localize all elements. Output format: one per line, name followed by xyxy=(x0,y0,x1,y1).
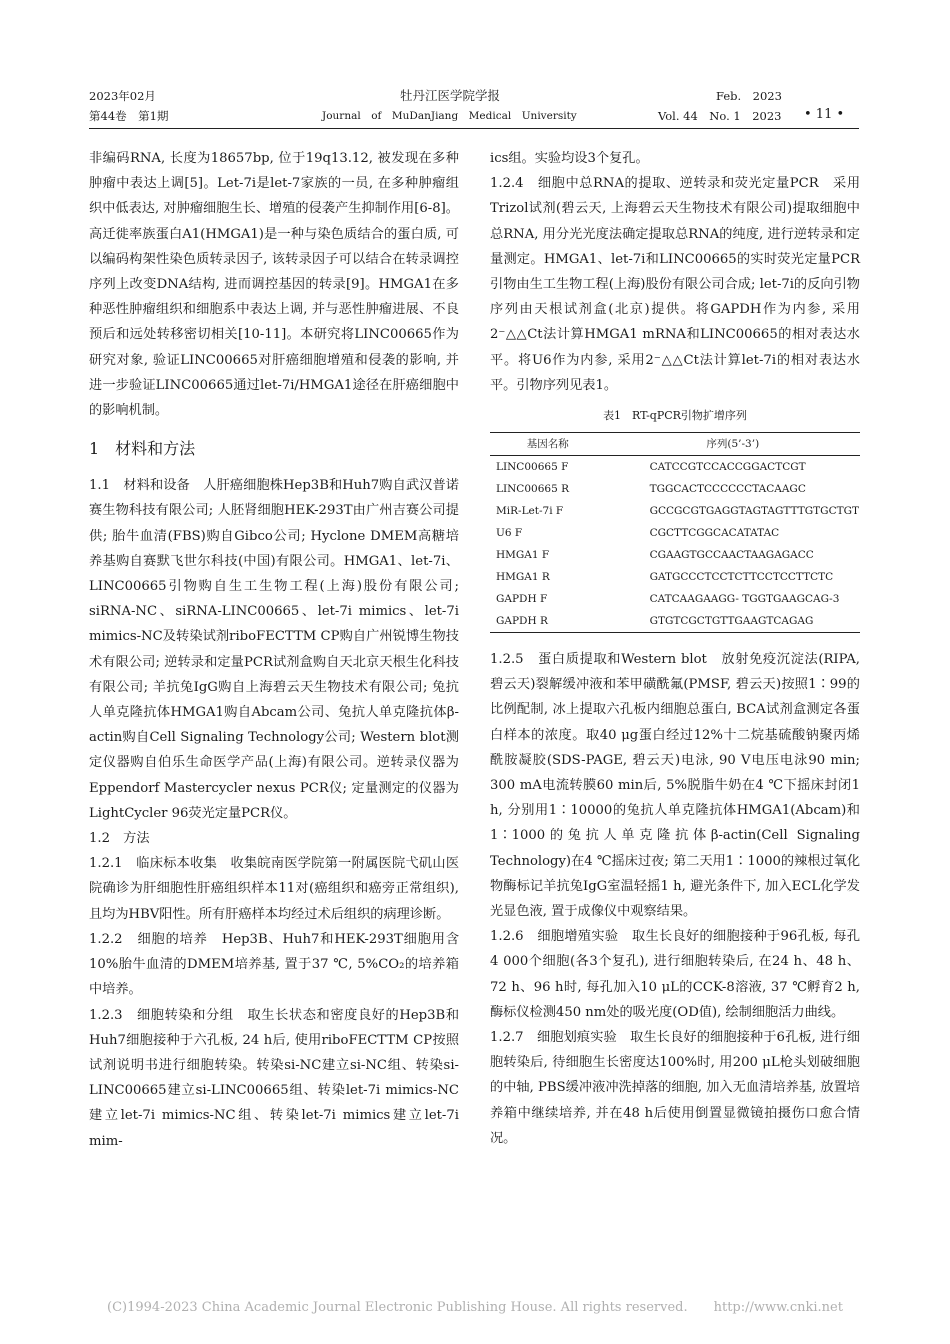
section-1-1-body: 人肝癌细胞株Hep3B和Huh7购自武汉普诺赛生物科技有限公司; 人胚肾细胞HEK-293T由广州吉赛公司提供; 胎牛血清(FBS)购自Gibco公司; Hyclone DMEM高糖培养基购自赛默飞世尔科技(中国)有限公司。HMGA1、let-7i、LINC00665引物购自生工生物工程(上海)股份有限公司; siRNA-NC、siRNA-LINC00665、let-7i mimics、let-7i mimics-NC及转染试剂riboFECTTM CP购自广州锐博生物技术有限公司; 逆转录和定量PCR试剂盒购自天北京天根生化科技有限公司; 羊抗兔IgG购自上海碧云天生物技术有限公司; 兔抗人单克隆抗体HMGA1购自Abcam公司、兔抗人单克隆抗体β-actin购自Cell Signaling Technology公司; Western blot测定仪器购自伯乐生命医学产品(上海)有限公司。逆转录仪器为Eppendorf Mastercycler nexus PCR仪; 定量测定的仪器为LightCycler 96荧光定量PCR仪。 xyxy=(89,478,459,821)
section-1-2-5 xyxy=(490,647,860,924)
section-1-2-2-body: Hep3B、Huh7和HEK-293T细胞用含10%胎牛血清的DMEM培养基, 置于37 ℃, 5%CO₂的培养箱中培养。 xyxy=(89,931,460,998)
primer-table xyxy=(490,432,860,633)
section-1-2-3 xyxy=(89,1003,459,1154)
section-1-2-5-body: 放射免疫沉淀法(RIPA, 碧云天)裂解缓冲液和苯甲磺酰氟(PMSF, 碧云天)按照1∶99的比例配制, 冰上提取六孔板内细胞总蛋白, BCA试剂盒测定各蛋白样本的浓度。取40 μg蛋白经过12%十二烷基硫酸钠聚丙烯酰胺凝胶(SDS-PAGE, 碧云天)电泳, 90 V电压电泳90 min; 300 mA电流转膜60 min后, 5%脱脂牛奶在4 ℃下摇床封闭1 h, 分别用1∶10000的兔抗人单克隆抗体HMGA1(Abcam)和1∶1000的兔抗人单克隆抗体β-actin(Cell Signaling Technology)在4 ℃摇床过夜; 第二天用1∶1000的辣根过氧化物酶标记羊抗兔IgG室温轻摇1 h, 避光条件下, 加入ECL化学发光显色液, 置于成像仪中观察结果。 xyxy=(490,652,861,920)
sequence-cell: GCCGCGTGAGGTAGTAGTTTGTGCTGT xyxy=(649,505,859,518)
table-row xyxy=(490,478,860,500)
intro-paragraph: 非编码RNA, 长度为18657bp, 位于19q13.12, 被发现在多种肿瘤中表达上调[5]。Let-7i是let-7家族的一员, 在多种肿瘤组织中低表达, 对肿瘤细胞生长、增殖的侵袭产生抑制作用[6-8]。高迁徙率族蛋白A1(HMGA1)是一种与染色质结合的蛋白质, 可以编码构架性染色质转录因子, 该转录因子可以结合在转录调控序列上改变DNA结构, 进而调控基因的转录[9]。HMGA1在多种恶性肿瘤组织和细胞系中表达上调, 并与恶性肿瘤进展、不良预后和远处转移密切相关[10-11]。本研究将LINC00665作为研究对象, 验证LINC00665对肝癌细胞增殖和侵袭的影响, 并进一步验证LINC00665通过let-7i/HMGA1途径在肝癌细胞中的影响机制。 xyxy=(89,151,459,419)
section-1-2-5-heading: 1.2.5 蛋白质提取和Western blot xyxy=(490,652,707,668)
table-row xyxy=(490,500,860,522)
table-row xyxy=(490,610,860,633)
table-row xyxy=(490,544,860,566)
section-1-2-2-heading: 1.2.2 细胞的培养 xyxy=(89,931,208,947)
sequence-cell: CGCTTCGGCACATATAC xyxy=(649,527,780,540)
section-1-2-1 xyxy=(89,851,459,927)
column-header-sequence: 序列(5’-3’) xyxy=(606,433,860,456)
section-1-2-1-heading: 1.2.1 临床标本收集 xyxy=(89,856,218,872)
section-1-2-1-body: 收集皖南医学院第一附属医院弋矶山医院确诊为肝细胞性肝癌组织样本11对(癌组织和癌旁正常组织), 且均为HBV阳性。所有肝癌样本均经过术后组织的病理诊断。 xyxy=(89,856,460,922)
header-journal-en: Journal of MuDanJiang Medical University xyxy=(322,110,577,122)
sequence-cell: GATGCCCTCCTCTTCCTCCTTCTC xyxy=(649,571,834,584)
section-1-2-6-heading: 1.2.6 细胞增殖实验 xyxy=(490,929,619,945)
header-date-cn: 2023年02月 xyxy=(89,89,156,103)
copyright-footer: (C)1994-2023 China Academic Journal Electronic Publishing House. All rights reserved. http://www.cnki.net xyxy=(107,1300,843,1315)
header-journal-cn: 牡丹江医学院学报 xyxy=(400,88,501,103)
table-row xyxy=(490,566,860,588)
section-1-2-4 xyxy=(490,171,860,398)
gene-name-cell: U6 F xyxy=(496,527,523,540)
left-column xyxy=(89,146,459,1154)
section-1-2-6-body: 取生长良好的细胞接种于96孔板, 每孔4 000个细胞(各3个复孔), 进行细胞转染后, 在24 h、48 h、72 h、96 h时, 每孔加入10 μL的CCK-8溶液, 37 ℃孵育2 h, 酶标仪检测450 nm处的吸光度(OD值), 绘制细胞活力曲线。 xyxy=(490,929,861,1020)
header-date-en: Feb. 2023 xyxy=(716,89,782,103)
right-column xyxy=(490,146,860,1151)
gene-name-cell: HMGA1 R xyxy=(496,571,550,584)
gene-name-cell: HMGA1 F xyxy=(496,549,550,562)
table-row xyxy=(490,456,860,479)
section-1-2-heading: 1.2 方法 xyxy=(89,831,150,847)
header-volume-cn: 第44卷 第1期 xyxy=(89,109,169,123)
table-row xyxy=(490,588,860,610)
gene-name-cell: GAPDH R xyxy=(490,610,606,633)
gene-name-cell: LINC00665 R xyxy=(496,483,569,496)
header-volume-en: Vol. 44 No. 1 2023 xyxy=(658,109,782,123)
sequence-cell: CATCAAGAAGG- TGGTGAAGCAG-3 xyxy=(649,593,840,606)
gene-name-cell: MiR-Let-7i F xyxy=(496,505,564,518)
gene-name-cell: GAPDH F xyxy=(496,593,548,606)
sequence-cell: CATCCGTCCACCGGACTCGT xyxy=(649,461,806,474)
section-1-2-6 xyxy=(490,924,860,1025)
section-1-2-7-heading: 1.2.7 细胞划痕实验 xyxy=(490,1030,617,1046)
continued-text: ics组。实验均设3个复孔。 xyxy=(490,151,649,166)
section-1-2-7-body: 取生长良好的细胞接种于6孔板, 进行细胞转染后, 待细胞生长密度达100%时, 用200 μL枪头划破细胞的中轴, PBS缓冲液冲洗掉落的细胞, 加入无血清培养基, 放置培养箱中继续培养, 并在48 h后使用倒置显微镜拍摄伤口愈合情况。 xyxy=(490,1030,860,1146)
page-number: • 11 • xyxy=(804,107,845,122)
section-1-2-3-body: 取生长状态和密度良好的Hep3B和Huh7细胞接种于六孔板, 24 h后, 使用riboFECTTM CP按照试剂说明书进行细胞转染。转染si-NC建立si-NC组、转染si-LINC00665建立si-LINC00665组、转染let-7i mimics-NC建立let-7i mimics-NC组、转染let-7i mimics建立let-7i mim- xyxy=(89,1007,460,1149)
section-1-2-2 xyxy=(89,927,459,1003)
table-1-caption: 表1 RT-qPCR引物扩增序列 xyxy=(603,409,747,423)
sequence-cell: TGGCACTCCCCCCTACAAGC xyxy=(649,483,806,496)
table-header-row xyxy=(490,433,860,456)
table-row xyxy=(490,522,860,544)
section-1-1 xyxy=(89,473,459,826)
section-1-2-4-body: 采用Trizol试剂(碧云天, 上海碧云天生物技术有限公司)提取细胞中总RNA, 用分光光度法确定提取总RNA的纯度, 进行逆转录和定量测定。HMGA1、let-7i和LINC00665的实时荧光定量PCR引物由生工生物工程(上海)股份有限公司合成; let-7i的反向引物序列由天根试剂盒(北京)提供。将GAPDH作为内参, 采用2⁻△△Ct法计算HMGA1 mRNA和LINC00665的相对表达水平。将U6作为内参, 采用2⁻△△Ct法计算let-7i的相对表达水平。引物序列见表1。 xyxy=(490,176,861,393)
section-1-2-3-heading: 1.2.3 细胞转染和分组 xyxy=(89,1007,234,1023)
section-1-1-heading: 1.1 材料和设备 xyxy=(89,478,190,494)
section-1-2-7 xyxy=(490,1025,860,1151)
column-header-gene: 基因名称 xyxy=(490,433,606,456)
header-rule xyxy=(89,128,859,129)
sequence-cell: CGAAGTGCCAACTAAGAGACC xyxy=(649,549,814,562)
table-body xyxy=(490,456,860,633)
section-1-heading: 1 材料和方法 xyxy=(89,439,196,459)
section-1-2-4-heading: 1.2.4 细胞中总RNA的提取、逆转录和荧光定量PCR xyxy=(490,176,819,192)
sequence-cell: GTGTCGCTGTTGAAGTCAGAG xyxy=(606,610,860,633)
gene-name-cell: LINC00665 F xyxy=(496,461,569,474)
